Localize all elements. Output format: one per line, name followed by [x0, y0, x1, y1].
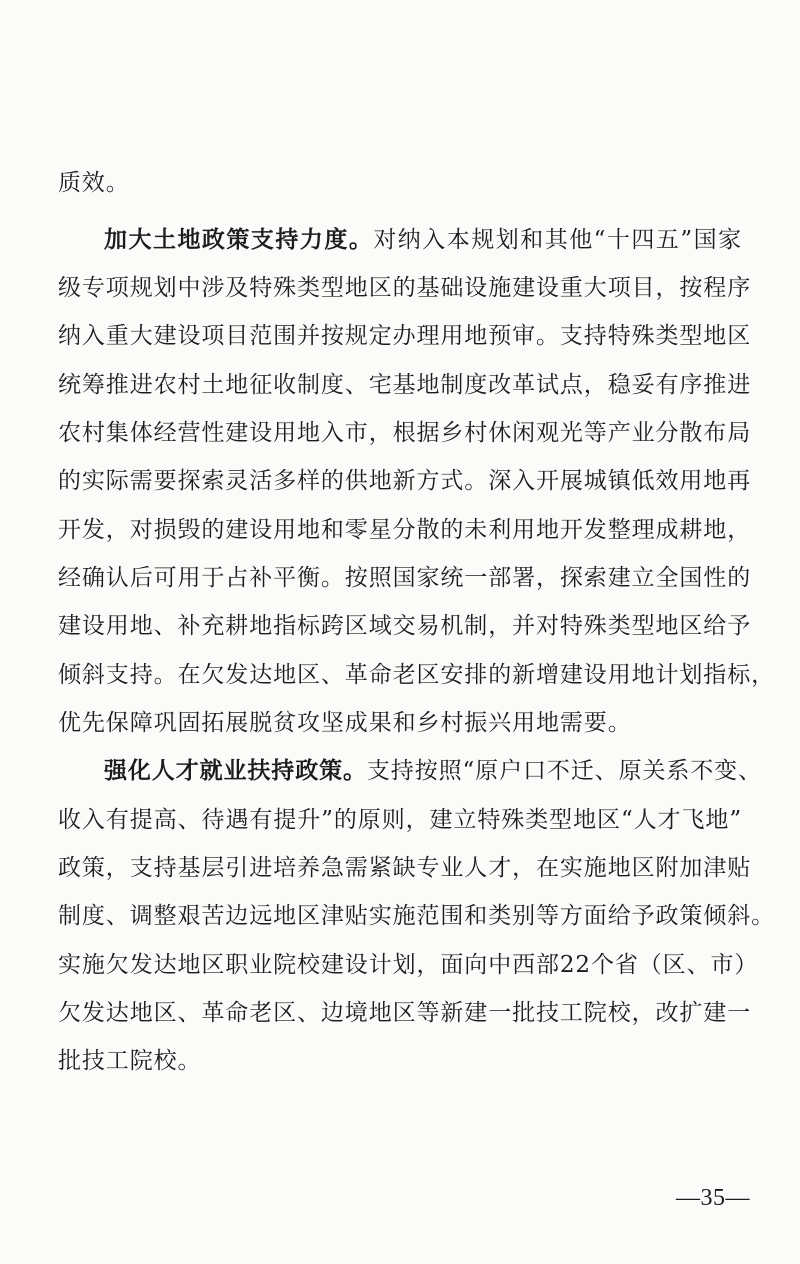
text-line: [58, 554, 752, 602]
text-line: [58, 651, 775, 699]
text-line: [58, 312, 752, 360]
text-line: [58, 159, 742, 207]
text-line: [58, 1037, 742, 1085]
text-span: 制度、调整艰苦边远地区津贴实施范围和类别等方面给予政策倾斜。: [58, 903, 775, 929]
text-span: 欠发达地区、革命老区、边境地区等新建一批技工院校，改扩建一: [58, 1000, 752, 1026]
text-line: [58, 699, 742, 747]
text-span: 级专项规划中涉及特殊类型地区的基础设施建设重大项目，按程序: [58, 275, 752, 301]
text-span: 对纳入本规划和其他“十四五”国家: [373, 227, 742, 253]
text-span: 农村集体经营性建设用地入市，根据乡村休闲观光等产业分散布局: [58, 420, 752, 446]
text-line: [58, 796, 742, 844]
page-number: —35—: [676, 1185, 750, 1211]
text-line: [58, 844, 752, 892]
section-heading: 强化人才就业扶持政策。: [104, 757, 367, 784]
text-line: [58, 506, 752, 554]
text-span: 实施欠发达地区职业院校建设计划，面向中西部22个省（区、市）: [58, 952, 759, 978]
text-line: [58, 602, 752, 650]
section-heading: 加大土地政策支持力度。: [104, 226, 374, 253]
text-line: [58, 989, 752, 1037]
text-span: 优先保障巩固拓展脱贫攻坚成果和乡村振兴用地需要。: [58, 710, 632, 736]
text-line: [58, 409, 752, 457]
text-span: 质效。: [58, 170, 130, 196]
text-span: 批技工院校。: [58, 1048, 202, 1074]
text-span: 的实际需要探索灵活多样的供地新方式。深入开展城镇低效用地再: [58, 468, 752, 494]
text-line: [58, 361, 752, 409]
text-span: 经确认后可用于占补平衡。按照国家统一部署，探索建立全国性的: [58, 565, 752, 591]
text-line: [58, 457, 752, 505]
text-span: 纳入重大建设项目范围并按规定办理用地预审。支持特殊类型地区: [58, 323, 752, 349]
text-span: 建设用地、补充耕地指标跨区域交易机制，并对特殊类型地区给予: [58, 613, 752, 639]
text-span: 政策，支持基层引进培养急需紧缺专业人才，在实施地区附加津贴: [58, 855, 752, 881]
text-line: [104, 216, 742, 264]
text-span: 倾斜支持。在欠发达地区、革命老区安排的新增建设用地计划指标，: [58, 662, 775, 688]
text-span: 收入有提高、待遇有提升”的原则，建立特殊类型地区“人才飞地”: [58, 807, 742, 833]
text-span: 开发，对损毁的建设用地和零星分散的未利用地开发整理成耕地，: [58, 517, 752, 543]
text-line: [58, 892, 775, 940]
text-line: [104, 747, 762, 795]
text-span: 统筹推进农村土地征收制度、宅基地制度改革试点，稳妥有序推进: [58, 372, 752, 398]
text-span: 支持按照“原户口不迁、原关系不变、: [366, 758, 762, 784]
text-line: [58, 264, 752, 312]
text-line: [58, 941, 759, 989]
